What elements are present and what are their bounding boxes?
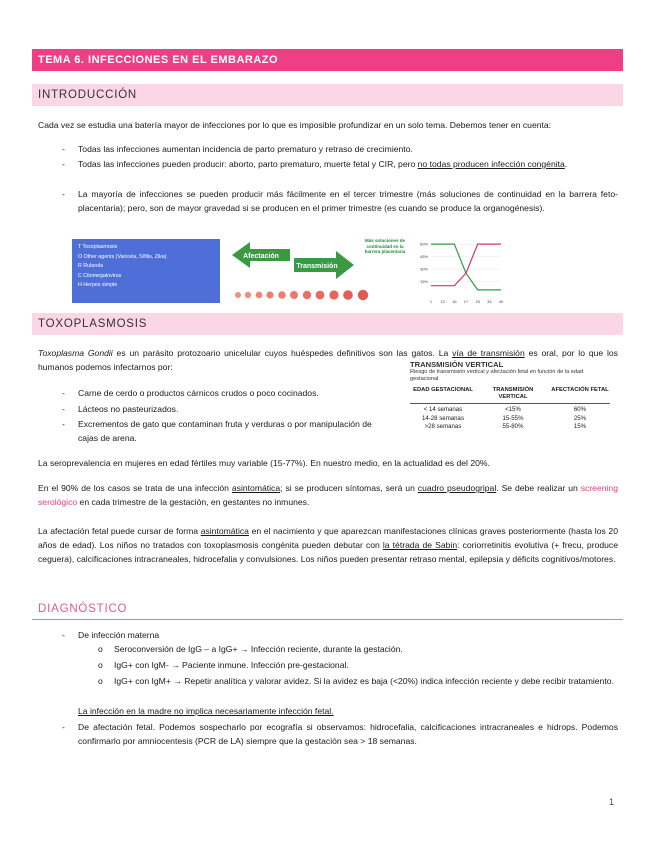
- toxo-bullet-2: Lácteos no pasteurizados.: [78, 404, 179, 414]
- table-row: [410, 415, 610, 424]
- embryo-icon: [245, 292, 251, 298]
- bullet-dash: -: [62, 388, 65, 398]
- bullet-dash: -: [62, 419, 65, 429]
- torch-item: R Rubeola: [78, 263, 104, 269]
- table-cell: 25%: [573, 414, 587, 422]
- table-cell: 15-55%: [502, 414, 524, 422]
- page-number: 1: [609, 797, 615, 807]
- screening-paragraph: En el 90% de los casos se trata de una infección asintomática; si se producen síntomas, será un cuadro pseudogripal. Se debe realizar un screening serológico en cada trimestre de la gestación, en gestantes no inmunes.: [38, 483, 618, 507]
- bullet-dash: -: [62, 159, 65, 169]
- bullet-dash: -: [62, 144, 65, 154]
- sub-bullet: o: [98, 644, 103, 654]
- diag-maternal: De infección materna: [78, 630, 160, 640]
- embryo-icon: [256, 292, 263, 299]
- table-cell: < 14 semanas: [423, 406, 463, 413]
- table-row: [410, 423, 610, 432]
- y-tick-label: 30%: [419, 266, 428, 272]
- embryo-icon: [290, 291, 298, 299]
- bullet-dash: -: [62, 189, 65, 199]
- torch-item: H Herpes simple: [78, 282, 118, 288]
- x-tick-label: 23: [475, 299, 480, 304]
- placental-barrier-note: Más soluciones de continuidad en la barrera placentaria: [364, 238, 406, 255]
- seroprevalence-paragraph: La seroprevalencia en mujeres en edad fértiles muy variable (15-77%). En nuestro medio, en la actualidad es del 20%.: [38, 458, 490, 468]
- x-tick-label: 16: [452, 299, 457, 304]
- table-header: TRANSMISIÓN VERTICAL: [492, 387, 534, 400]
- embryo-icon: [316, 291, 325, 300]
- document-title: TEMA 6. INFECCIONES EN EL EMBARAZO: [32, 49, 623, 71]
- section-heading-diagnostico: DIAGNÓSTICO: [32, 598, 623, 620]
- transmission-chart: [413, 236, 505, 308]
- torch-item: C Citomegalovirus: [78, 272, 122, 279]
- y-tick-label: 45%: [419, 254, 428, 260]
- x-tick-label: 17: [463, 299, 469, 304]
- afectacion-label: Afectación: [243, 253, 279, 260]
- table-header: AFECTACIÓN FETAL: [551, 387, 609, 393]
- embryo-sequence: [234, 289, 384, 301]
- table-subtitle: Riesgo de transmisión vertical y afectación fetal en función de la edad gestacional: [410, 369, 584, 382]
- table-cell: 14-28 semanas: [421, 414, 464, 422]
- fetal-affectation-paragraph: La afectación fetal puede cursar de forma asintomática en el nacimiento y que aparezcan manifestaciones clínicas graves posteriormente (hasta los 20 años de edad). Los niños no tratados con toxoplasmosis congénita pueden debutar con la tétrada de Sabin: coriorretinitis evolutiva (+ frecu, produce ceguera), calcificaciones intracraneales, hidrocefalia y convulsiones. Los niños pueden presentar retraso mental, epilepsia y déficits cognitivos/motores.: [38, 526, 618, 564]
- diag-sub-1: Seroconversión de IgG – a IgG+ → Infección reciente, durante la gestación.: [114, 644, 403, 654]
- sub-bullet: o: [98, 676, 103, 686]
- toxo-bullet-1: Carne de cerdo o productos cárnicos crudos o poco cocinados.: [78, 388, 319, 398]
- y-tick-label: 15%: [419, 279, 428, 285]
- series-line-afectación: [431, 244, 501, 290]
- transmission-table: [410, 360, 610, 432]
- section-heading-introduccion: INTRODUCCIÓN: [32, 84, 623, 106]
- bullet-dash: -: [62, 404, 65, 414]
- embryo-icon: [329, 290, 338, 299]
- transmision-label: Transmisión: [296, 263, 338, 270]
- table-title: TRANSMISIÓN VERTICAL: [410, 360, 504, 369]
- intro-bullet-3: La mayoría de infecciones se pueden producir más fácilmente en el tercer trimestre (más soluciones de continuidad en la barrera feto-placentaria); pero, son de mayor gravedad si se producen en el primer trimestre (es cuando se produce la organogénesis).: [78, 189, 618, 213]
- diag-sub-3: IgG+ con IgM+ → Repetir analítica y valorar avidez. Si la avidez es baja (<20%) indica infección reciente y debe recibir tratamiento.: [114, 676, 614, 686]
- diag-fetal: De afectación fetal. Podemos sospecharlo por ecografía si observamos: hidrocefalia, calcificaciones intracraneales e hidrops. Podemos confirmarlo por amniocentesis (PCR de LA) siempre que la gestación sea > 18 semanas.: [78, 722, 618, 746]
- x-tick-label: 34: [487, 299, 492, 304]
- x-tick-label: 12: [440, 299, 445, 304]
- x-tick-label: 1: [429, 299, 433, 304]
- table-header: EDAD GESTACIONAL: [413, 387, 473, 393]
- intro-bullet-1: Todas las infecciones aumentan incidencia de parto prematuro y retraso de crecimiento.: [78, 144, 413, 154]
- table-row: [410, 406, 610, 415]
- intro-bullet-2: Todas las infecciones pueden producir: aborto, parto prematuro, muerte fetal y CIR, pero no todas producen infección congénita.: [78, 159, 568, 169]
- x-tick-label: 40: [498, 299, 504, 304]
- bullet-dash: -: [62, 630, 65, 640]
- embryo-icon: [358, 290, 368, 300]
- table-cell: 60%: [573, 406, 587, 413]
- table-cell: 55-80%: [502, 423, 524, 430]
- table-cell: 15%: [573, 423, 587, 430]
- diag-sub-2: IgG+ con IgM- → Paciente inmune. Infección pre-gestacional.: [114, 660, 349, 670]
- embryo-icon: [266, 291, 273, 298]
- torch-item: O Other agents (Varicela, Sífilis, Zika): [78, 253, 167, 260]
- embryo-icon: [235, 292, 241, 298]
- table-cell: >28 semanas: [424, 423, 462, 430]
- sub-bullet: o: [98, 660, 103, 670]
- torch-item: T Toxoplasmosis: [78, 244, 118, 250]
- embryo-icon: [278, 291, 286, 299]
- table-cell: <15%: [505, 406, 521, 413]
- bullet-dash: -: [62, 722, 65, 732]
- intro-lead: Cada vez se estudia una batería mayor de infecciones por lo que es imposible profundizar en un solo tema. Debemos tener en cuenta:: [38, 120, 552, 130]
- table-header-row: [410, 387, 610, 404]
- toxo-bullet-3: Excrementos de gato que contaminan fruta y verduras o por manipulación de cajas de arena.: [78, 419, 372, 443]
- torch-list: [72, 239, 220, 303]
- embryo-icon: [303, 291, 311, 299]
- y-tick-label: 60%: [419, 241, 428, 247]
- toxo-intro: Toxoplasma Gondii es un parásito protozoario unicelular cuyos huéspedes definitivos son las gatos. La vía de transmisión es oral, por lo que los humanos podemos infectarnos por:: [38, 348, 618, 372]
- diag-note: La infección en la madre no implica necesariamente infección fetal.: [78, 706, 334, 716]
- embryo-icon: [343, 290, 353, 300]
- series-line-transmisión: [431, 244, 501, 286]
- afectacion-transmision-arrows: [232, 240, 362, 286]
- section-heading-toxoplasmosis: TOXOPLASMOSIS: [32, 313, 623, 335]
